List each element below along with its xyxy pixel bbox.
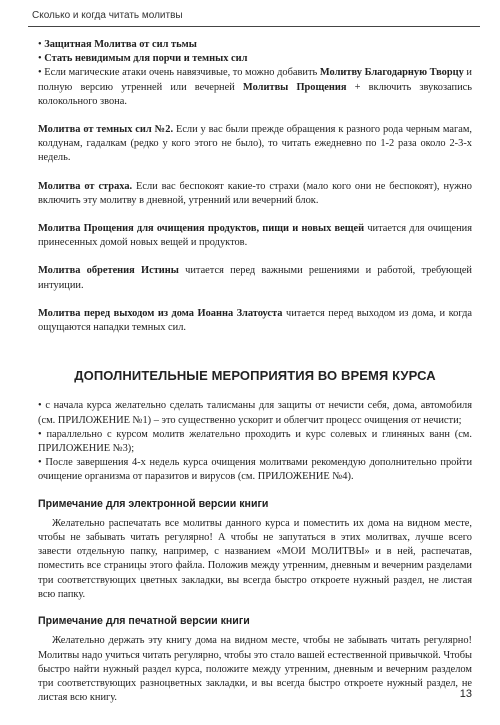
section-bullet: • параллельно с курсом молитв желательно проходить и курс солевых и глиняных ванн (см. ПРИЛОЖЕНИЕ №3); bbox=[38, 428, 472, 455]
paragraph-bold: Молитва от страха. bbox=[38, 180, 133, 192]
note-text-electronic: Желательно распечатать все молитвы данного курса и поместить их дома на видном месте, чтобы не забывать читать регулярно! А чтобы не запутаться в этих молитвах, лучше всего завести отдельную папку, например, с названием «МОИ МОЛИТВЫ» и в ней, распечатав, поместить все страницы этого файла. Положив между утренним, дневным и вечерним разделами три соответствующих цветных закладки, вы всегда быстро откроете нужный раздел, не листая всю папку. bbox=[38, 517, 472, 600]
bullet-text: и полную версию утренней или вечерней bbox=[38, 67, 472, 93]
paragraph-bold: Молитва от темных сил №2. bbox=[38, 124, 174, 136]
header-divider bbox=[28, 26, 480, 27]
bullet-bold: Молитву Благодарную Творцу bbox=[319, 67, 464, 79]
note-heading-print: Примечание для печатной версии книги bbox=[38, 615, 250, 628]
running-header: Сколько и когда читать молитвы bbox=[32, 10, 183, 21]
bullet-item: • Стать невидимым для порчи и темных сил bbox=[38, 53, 248, 65]
paragraph-text: Если вас беспокоят какие-то страхи (мало кого они не беспокоят), нужно включить эту молитву в дневной, утренний или вечерний блок. bbox=[38, 180, 472, 206]
paragraph-fear bbox=[38, 180, 472, 208]
bullet-bold: Защитная Молитва от сил тьмы bbox=[44, 39, 197, 50]
paragraph-bold: Молитва Прощения для очищения продуктов, пищи и новых вещей bbox=[38, 223, 365, 235]
section-bullet: • После завершения 4-х недель курса очищения молитвами рекомендую дополнительно пройти очищение организма от паразитов и вирусов (см. ПРИЛОЖЕНИЕ №4). bbox=[38, 457, 472, 483]
paragraph-bold: Молитва перед выходом из дома Иоанна Златоуста bbox=[38, 307, 283, 319]
section-bullet-text: После завершения 4-х недель курса очищения молитвами рекомендую дополнительно пройти очищение организма от паразитов и вирусов (см. ПРИЛОЖЕНИЕ №4). bbox=[38, 457, 472, 483]
paragraph-leaving-home bbox=[38, 307, 472, 335]
bullet-text: + включить звукозапись колокольного звона. bbox=[38, 81, 472, 107]
bullet-item: • Защитная Молитва от сил тьмы bbox=[38, 39, 197, 50]
paragraph-text: читается для очищения принесенных домой новых вещей и продуктов. bbox=[38, 223, 472, 249]
paragraph-bold: Молитва обретения Истины bbox=[38, 265, 179, 277]
section-heading: ДОПОЛНИТЕЛЬНЫЕ МЕРОПРИЯТИЯ ВО ВРЕМЯ КУРСА bbox=[74, 368, 436, 384]
bullet-bold: Стать невидимым для порчи и темных сил bbox=[44, 53, 248, 65]
section-bullet-text: с начала курса желательно сделать талисманы для защиты от нечисти себя, дома, автомобиля (см. ПРИЛОЖЕНИЕ №1) – это существенно ускорит и облегчит процесс очищения от нечисти; bbox=[38, 400, 472, 426]
paragraph-text: Если у вас были прежде обращения к разного рода черным магам, колдунам, гадалкам (редко у кого этого не было), то читать ежедневно по 1-2 раза около 2-3-х недель. bbox=[38, 124, 472, 164]
section-bullet: • с начала курса желательно сделать талисманы для защиты от нечисти себя, дома, автомобиля (см. ПРИЛОЖЕНИЕ №1) – это существенно ускорит и облегчит процесс очищения от нечисти; bbox=[38, 400, 472, 426]
paragraph-truth bbox=[38, 264, 472, 292]
bullet-item: • Если магические атаки очень навязчивые, то можно добавить Молитву Благодарную Творцу и полную версию утренней или вечерней Молитвы Прощения + включить звукозапись колокольного звона. bbox=[38, 67, 472, 107]
note-heading-electronic: Примечание для электронной версии книги bbox=[38, 497, 269, 510]
page-number: 13 bbox=[459, 688, 472, 700]
paragraph-dark-forces-2 bbox=[38, 123, 472, 166]
paragraph-text: читается перед выходом из дома, и когда ощущаются нападки темных сил. bbox=[38, 307, 472, 334]
paragraph-forgiveness-products bbox=[38, 222, 472, 250]
page-content bbox=[38, 38, 472, 705]
note-text-print: Желательно держать эту книгу дома на видном месте, чтобы не забывать читать регулярно! Молитвы надо учиться читать регулярно, чтобы это стало вашей естественной привычкой. Чтобы быстро найти нужный раздел курса, положите между утренним, дневным и вечерним разделом три соответствующих разноцветных закладки, и вы всегда быстро откроете нужный раздел, не листая всю книгу. bbox=[38, 635, 472, 704]
bullet-text: Если магические атаки очень навязчивые, то можно добавить bbox=[44, 67, 320, 79]
bullet-bold: Молитвы Прощения bbox=[242, 81, 347, 93]
section-bullet-text: параллельно с курсом молитв желательно проходить и курс солевых и глиняных ванн (см. ПРИЛОЖЕНИЕ №3); bbox=[38, 428, 472, 455]
paragraph-text: читается перед важными решениями и работой, требующей интуиции. bbox=[38, 265, 472, 291]
